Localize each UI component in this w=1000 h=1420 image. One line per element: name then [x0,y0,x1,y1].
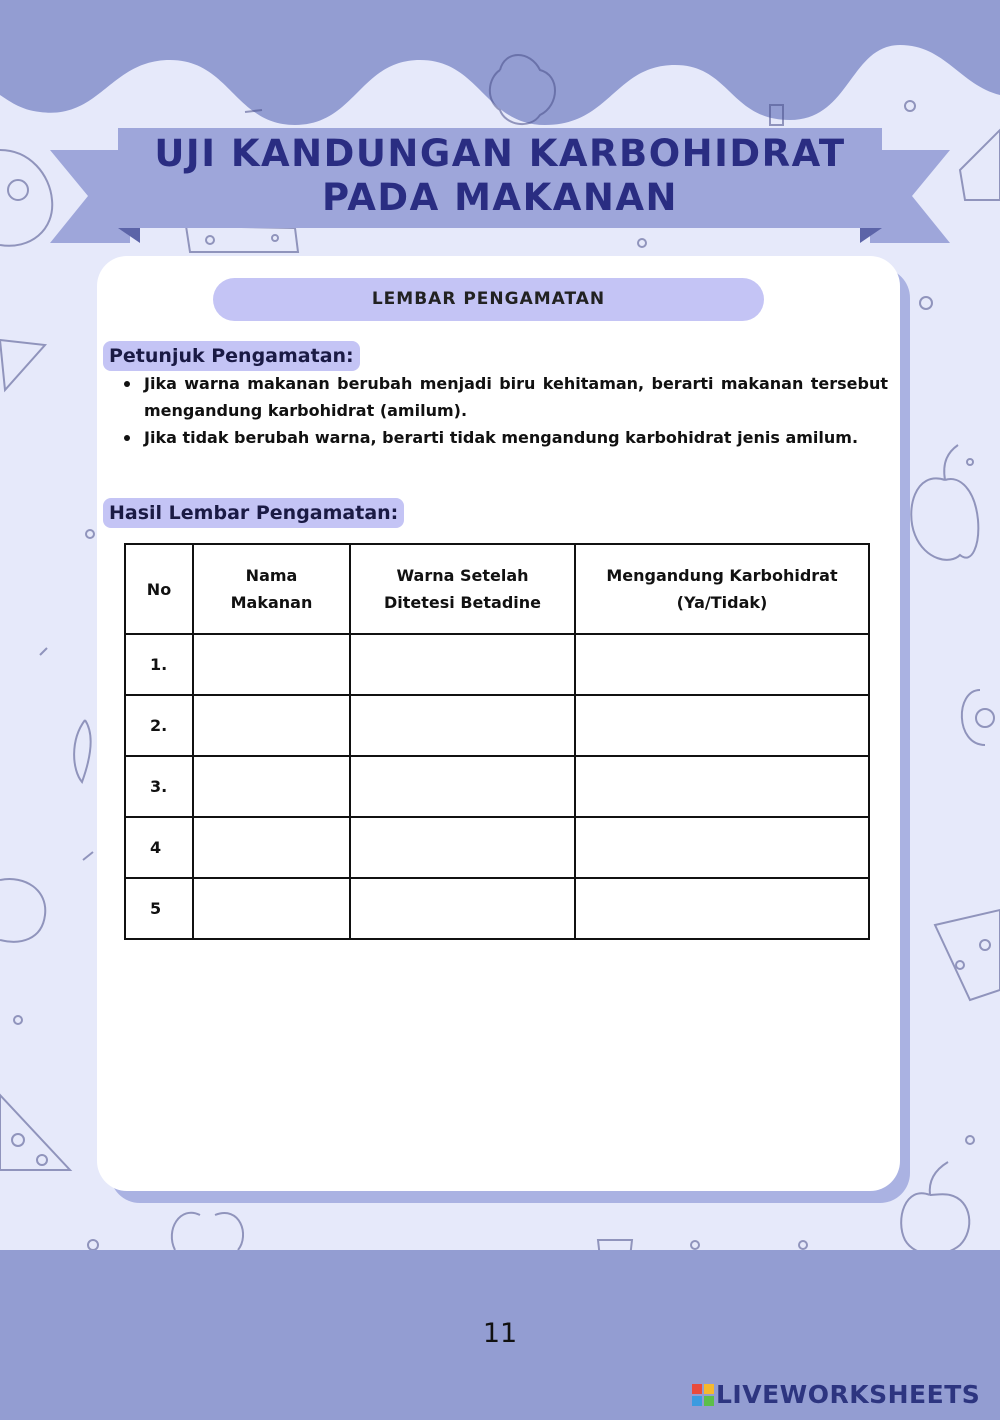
warna-cell[interactable] [350,817,575,878]
warna-cell[interactable] [350,878,575,939]
pizza-slice-icon [0,340,45,390]
brand-text: LIVEWORKSHEETS [716,1380,981,1409]
warna-cell[interactable] [350,756,575,817]
header-no: No [125,544,193,634]
instruction-item: Jika tidak berubah warna, berarti tidak mengandung karbohidrat jenis amilum. [122,424,888,451]
row-number: 5 [125,878,193,939]
cheese-icon [960,130,1000,200]
instructions-label: Petunjuk Pengamatan: [103,341,360,371]
karbohidrat-cell[interactable] [575,878,869,939]
observation-table [124,543,870,940]
title-line-1: UJI KANDUNGAN KARBOHIDRAT [154,132,846,175]
nama-makanan-cell[interactable] [193,756,350,817]
cauliflower-icon [490,55,555,124]
liveworksheets-brand[interactable] [692,1380,992,1412]
table-row [125,817,869,878]
carrot-icon [74,720,90,782]
apple-icon-2 [901,1193,969,1254]
row-number: 4 [125,817,193,878]
table-row [125,634,869,695]
results-label: Hasil Lembar Pengamatan: [103,498,404,528]
warna-cell[interactable] [350,634,575,695]
nama-makanan-cell[interactable] [193,878,350,939]
warna-cell[interactable] [350,695,575,756]
nama-makanan-cell[interactable] [193,634,350,695]
row-number: 1. [125,634,193,695]
karbohidrat-cell[interactable] [575,756,869,817]
instruction-list [122,370,888,451]
header-nama-makanan-text: Nama Makanan [230,566,313,612]
egg-doodle-icon [0,150,52,246]
donut-icon [962,690,985,745]
header-warna-text: Warna Setelah Ditetesi Betadine [383,566,541,612]
apple-icon-3 [172,1213,243,1250]
karbohidrat-cell[interactable] [575,695,869,756]
egg-doodle-icon-2 [0,879,45,942]
header-karbohidrat-text: Mengandung Karbohidrat (Ya/Tidak) [606,566,838,612]
cheese-icon-2 [935,910,1000,1000]
table-row [125,878,869,939]
sheet-heading-pill: LEMBAR PENGAMATAN [213,278,764,321]
table-row [125,756,869,817]
karbohidrat-cell[interactable] [575,817,869,878]
row-number: 3. [125,756,193,817]
page-title [120,132,880,220]
karbohidrat-cell[interactable] [575,634,869,695]
liveworksheets-logo-icon [692,1384,714,1406]
pizza-slice-icon-2 [0,1095,70,1170]
nama-makanan-cell[interactable] [193,817,350,878]
apple-icon [911,478,978,559]
title-line-2: PADA MAKANAN [322,176,678,219]
header-nama-makanan [193,544,350,634]
instruction-item: Jika warna makanan berubah menjadi biru kehitaman, berarti makanan tersebut mengandung karbohidrat (amilum). [122,370,888,424]
header-warna [350,544,575,634]
nama-makanan-cell[interactable] [193,695,350,756]
header-karbohidrat [575,544,869,634]
row-number: 2. [125,695,193,756]
table-row [125,695,869,756]
page-number: 11 [482,1318,518,1349]
table-header-row [125,544,869,634]
